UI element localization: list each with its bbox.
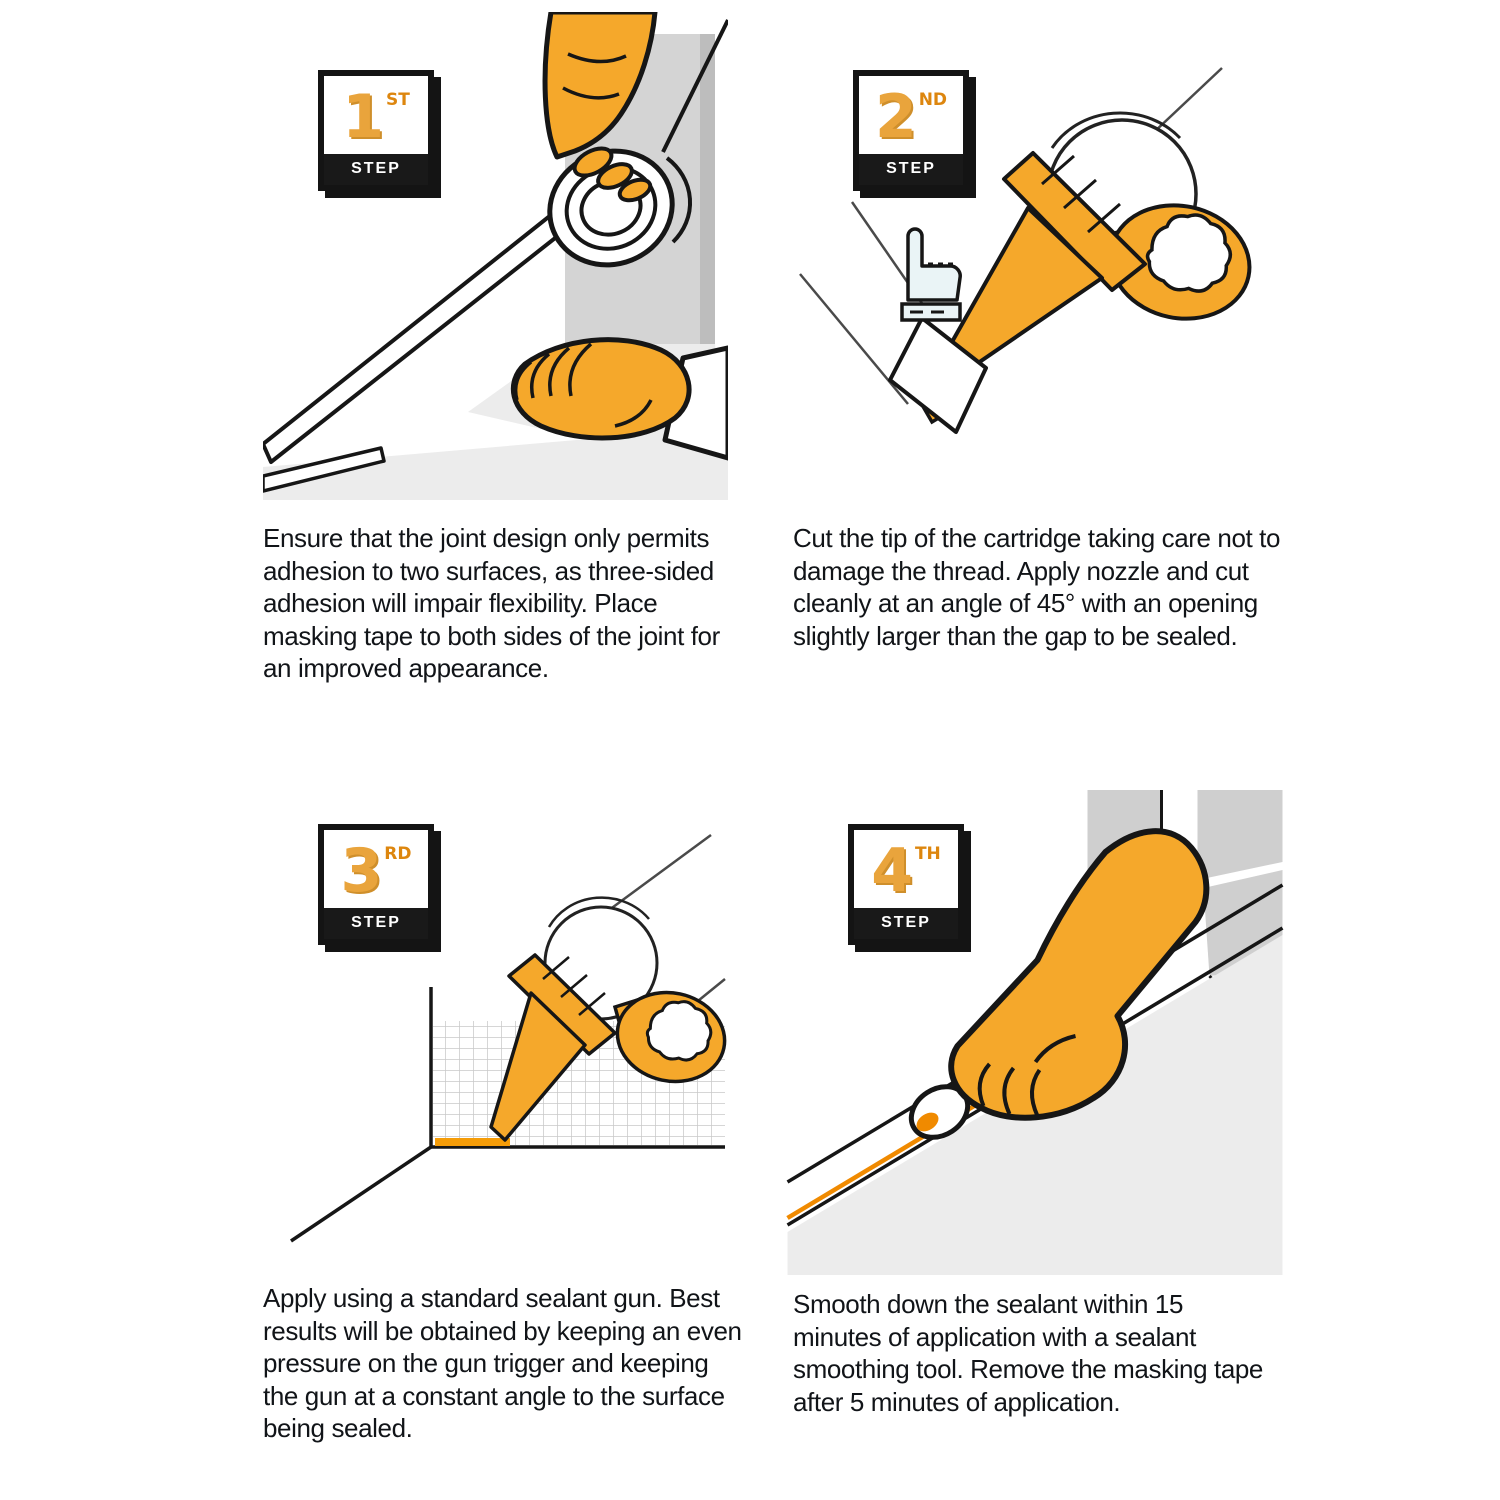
step-2-number: 2 [874,82,917,152]
step-1-number: 1 [342,82,384,152]
step-1-description: Ensure that the joint design only permits adhesion to two surfaces, as three-sided adhesion will impair flexibility. Place masking tape to both sides of the joint for an improved appearance. [263,523,720,683]
step-1-badge [318,70,434,191]
step-3-description: Apply using a standard sealant gun. Best results will be obtained by keeping an even pressure on the gun trigger and keeping the gun at a constant angle to the surface being sealed. [263,1283,742,1443]
step-3-badge [318,824,434,945]
step-3-label: STEP [324,908,428,939]
step-2-label: STEP [859,154,963,185]
step-4-badge [848,824,964,945]
step-4-ordinal: TH [914,844,941,864]
step-4-label: STEP [854,908,958,939]
pointer-hand-icon [902,229,960,320]
step-1-ordinal: ST [385,90,410,110]
step-4-description: Smooth down the sealant within 15 minutes of application with a sealant smoothing tool. Remove the masking tape after 5 minutes of application. [793,1289,1263,1417]
step-3-ordinal: RD [384,844,412,864]
step-2-badge [853,70,969,191]
step-1-label: STEP [324,154,428,185]
step-3-number: 3 [340,836,383,906]
step-2-description: Cut the tip of the cartridge taking care not to damage the thread. Apply nozzle and cut cleanly at an angle of 45° with an opening slightly larger than the gap to be sealed. [793,523,1281,651]
step-4-number: 4 [871,836,913,906]
step-2-ordinal: ND [918,90,948,110]
